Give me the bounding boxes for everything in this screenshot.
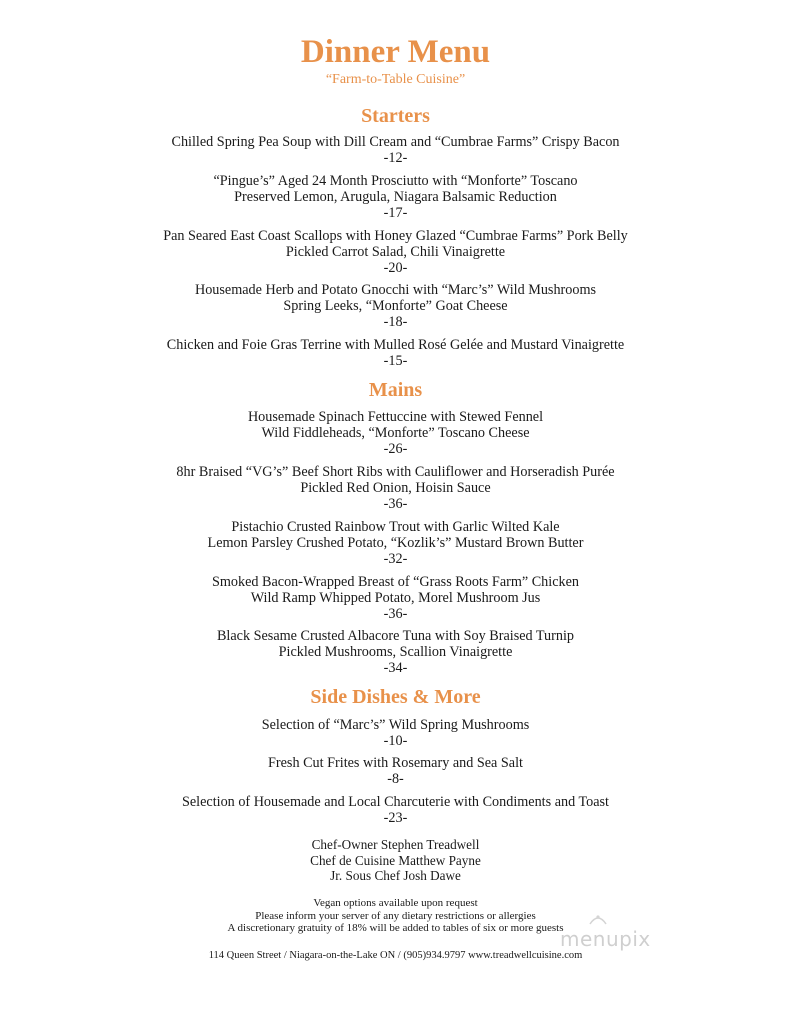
dish-description: 8hr Braised “VG’s” Beef Short Ribs with Cauliflower and Horseradish Purée	[176, 464, 615, 480]
dish-price: -18-	[383, 314, 408, 331]
dish-description: Pickled Mushrooms, Scallion Vinaigrette	[278, 644, 513, 661]
dish-description: Smoked Bacon-Wrapped Breast of “Grass Roots Farm” Chicken	[211, 574, 580, 590]
dish-price: -34-	[383, 660, 408, 677]
dish-description: Housemade Spinach Fettuccine with Stewed Fennel	[247, 409, 544, 425]
dish-price: -36-	[383, 606, 408, 623]
side-item	[0, 717, 791, 749]
dish-price: -36-	[383, 496, 408, 513]
dish-description: Selection of Housemade and Local Charcuterie with Condiments and Toast	[181, 794, 610, 810]
dish-description: Wild Fiddleheads, “Monforte” Toscano Cheese	[261, 425, 530, 442]
starter-item	[0, 282, 791, 331]
dish-price: -20-	[383, 260, 408, 277]
dish-price: -26-	[383, 441, 408, 458]
dish-description: Preserved Lemon, Arugula, Niagara Balsamic Reduction	[234, 189, 557, 206]
starter-item	[0, 173, 791, 222]
menu-subtitle: “Farm-to-Table Cuisine”	[325, 72, 466, 87]
staff-line: Chef-Owner Stephen Treadwell	[311, 837, 480, 852]
watermark-logo: menupix	[560, 927, 651, 951]
dish-price: -15-	[383, 353, 408, 370]
main-item	[0, 574, 791, 623]
dish-description: Spring Leeks, “Monforte” Goat Cheese	[283, 298, 508, 315]
dish-description: Chicken and Foie Gras Terrine with Mulled Rosé Gelée and Mustard Vinaigrette	[166, 337, 625, 353]
menu-title: Dinner Menu	[300, 34, 491, 70]
dish-description: Fresh Cut Frites with Rosemary and Sea Salt	[268, 755, 523, 771]
staff-line: Chef de Cuisine Matthew Payne	[310, 852, 481, 868]
footer-address: 114 Queen Street / Niagara-on-the-Lake ON / (905)934.9797 www.treadwellcuisine.com	[208, 950, 583, 961]
dish-description: “Pingue’s” Aged 24 Month Prosciutto with “Monforte” Toscano	[213, 173, 578, 189]
dish-price: -32-	[383, 551, 408, 568]
menu-notes	[0, 897, 791, 935]
starter-item	[0, 337, 791, 369]
dish-description: Pickled Red Onion, Hoisin Sauce	[300, 480, 491, 497]
starter-item	[0, 134, 791, 166]
dish-description: Selection of “Marc’s” Wild Spring Mushrooms	[261, 717, 530, 733]
watermark-icon	[588, 912, 608, 926]
main-item	[0, 628, 791, 677]
dish-price: -12-	[383, 150, 408, 167]
staff-line: Jr. Sous Chef Josh Dawe	[330, 868, 461, 883]
side-item	[0, 794, 791, 826]
dish-price: -17-	[383, 205, 408, 222]
dish-price: -8-	[387, 771, 404, 788]
main-item	[0, 519, 791, 568]
side-item	[0, 755, 791, 787]
staff-credits	[0, 837, 791, 884]
dish-description: Chilled Spring Pea Soup with Dill Cream and “Cumbrae Farms” Crispy Bacon	[171, 134, 620, 150]
dish-description: Pickled Carrot Salad, Chili Vinaigrette	[285, 244, 506, 261]
note-line: A discretionary gratuity of 18% will be added to tables of six or more guests	[227, 922, 564, 934]
main-item	[0, 409, 791, 458]
sides-heading: Side Dishes & More	[310, 686, 481, 708]
note-line: Please inform your server of any dietary restrictions or allergies	[255, 909, 536, 922]
dish-description: Black Sesame Crusted Albacore Tuna with Soy Braised Turnip	[216, 628, 575, 644]
dish-description: Pan Seared East Coast Scallops with Honey Glazed “Cumbrae Farms” Pork Belly	[163, 228, 628, 244]
dish-price: -23-	[383, 810, 408, 827]
dish-description: Lemon Parsley Crushed Potato, “Kozlik’s” Mustard Brown Butter	[207, 535, 584, 552]
mains-heading: Mains	[368, 379, 423, 401]
dish-description: Pistachio Crusted Rainbow Trout with Garlic Wilted Kale	[231, 519, 560, 535]
dish-price: -10-	[383, 733, 408, 750]
note-line: Vegan options available upon request	[313, 897, 478, 909]
starters-heading: Starters	[361, 105, 430, 127]
dish-description: Housemade Herb and Potato Gnocchi with “Marc’s” Wild Mushrooms	[194, 282, 597, 298]
starter-item	[0, 228, 791, 277]
dish-description: Wild Ramp Whipped Potato, Morel Mushroom Jus	[250, 590, 541, 607]
main-item	[0, 464, 791, 513]
